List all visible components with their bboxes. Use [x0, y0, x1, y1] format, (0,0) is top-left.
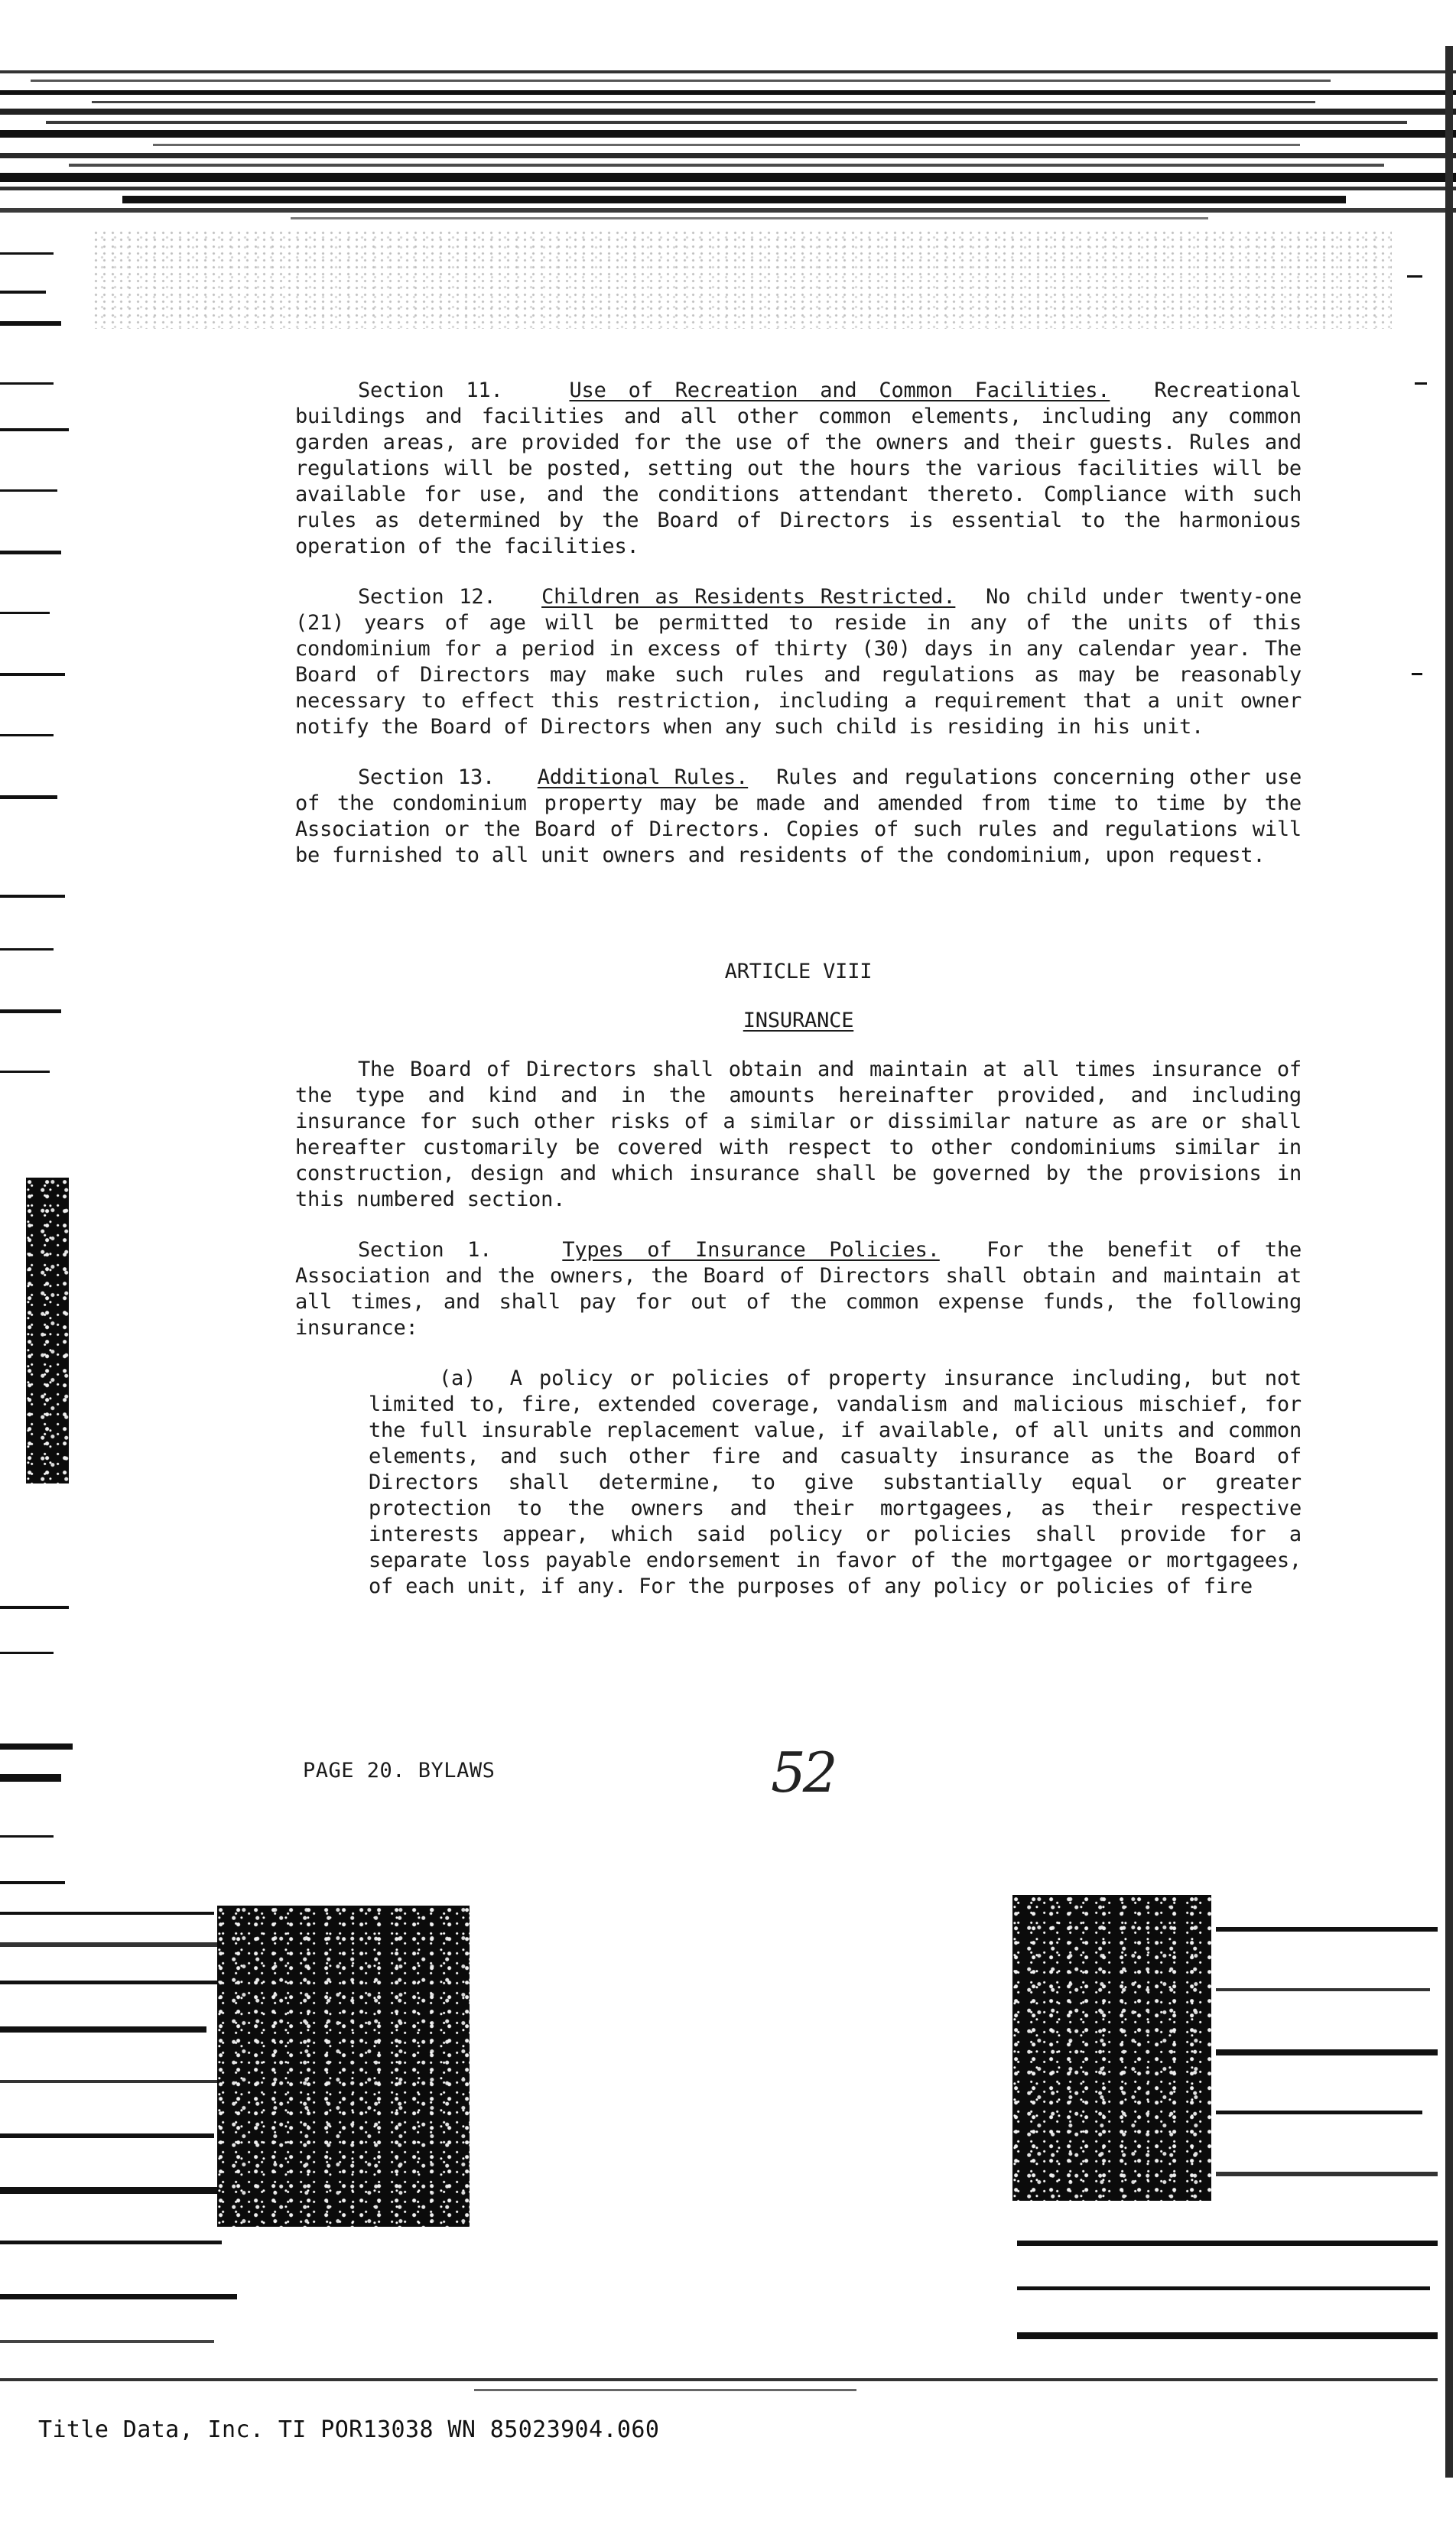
article-section-1-title: Types of Insurance Policies.	[562, 1238, 940, 1262]
margin-mark	[0, 1606, 69, 1609]
margin-mark	[0, 428, 69, 431]
scan-streak	[0, 2294, 237, 2299]
section-11-heading: Section 11.	[358, 379, 503, 402]
scan-speckle	[92, 229, 1392, 329]
scan-streak	[1017, 2332, 1438, 2339]
margin-mark	[1412, 673, 1422, 675]
scan-streak	[0, 2026, 206, 2033]
section-11	[295, 378, 1302, 560]
section-13-title: Additional Rules.	[537, 765, 749, 789]
recording-reference: Title Data, Inc. TI POR13038 WN 85023904.060	[38, 2416, 660, 2443]
right-edge-strip	[1445, 46, 1453, 2478]
scan-streak	[122, 196, 1346, 203]
bylaws-body	[295, 378, 1302, 1624]
margin-mark	[0, 673, 65, 676]
scan-streak	[0, 1942, 229, 1947]
scan-streak	[1216, 2049, 1438, 2055]
margin-mark	[0, 1835, 54, 1838]
scan-streak	[0, 109, 1456, 115]
scan-streak	[0, 2241, 222, 2244]
scan-streak	[69, 164, 1384, 167]
margin-mark	[0, 382, 54, 385]
scan-streak	[1017, 2286, 1430, 2290]
margin-mark	[0, 1071, 50, 1073]
margin-mark	[0, 252, 54, 255]
scan-streak	[46, 121, 1407, 124]
margin-mark	[1407, 275, 1422, 278]
scan-streak	[1216, 1988, 1430, 1991]
article-section-1	[295, 1237, 1302, 1341]
item-a-marker: (a)	[439, 1366, 476, 1390]
handwritten-page-number: 52	[771, 1740, 835, 1805]
dark-scan-block-left	[217, 1906, 470, 2227]
section-13-text: Rules and regulations concerning other use of the condominium property may be made and amended from time to time by the Association or the Board of Directors. Copies of such rules and regulations will be furnished to all unit owners and residents of the condominium, upon request.	[295, 765, 1302, 867]
scan-streak	[0, 70, 1456, 73]
scan-streak	[0, 208, 1456, 213]
section-13-heading: Section 13.	[358, 765, 496, 789]
article-section-1-heading: Section 1.	[358, 1238, 492, 1262]
margin-mark	[0, 1743, 73, 1750]
scan-streak	[0, 130, 1456, 138]
margin-mark	[0, 1009, 61, 1013]
scan-streak	[0, 1981, 222, 1984]
page-footer-label: PAGE 20. BYLAWS	[303, 1759, 496, 1782]
scan-streak	[0, 2340, 214, 2343]
spacer	[295, 893, 1302, 959]
scan-streak	[92, 101, 1315, 103]
scan-streak	[31, 80, 1331, 82]
margin-mark	[0, 1774, 61, 1782]
scan-streak	[1216, 1927, 1438, 1932]
article-intro: The Board of Directors shall obtain and maintain at all times insurance of the type and kind and in the amounts hereinafter provided, and including insurance for such other risks of a similar or dissimilar nature as are or shall hereafter customarily be covered with respect to other condominiums similar in construction, design and which insurance shall be governed by the provisions in this numbered section.	[295, 1058, 1302, 1211]
scan-streak	[0, 90, 1456, 95]
scan-streak	[0, 173, 1456, 182]
scan-streak	[0, 2378, 1438, 2381]
margin-mark	[1415, 382, 1427, 385]
margin-mark	[0, 795, 57, 799]
scan-streak	[0, 1912, 214, 1915]
section-12	[295, 584, 1302, 740]
scan-streak	[0, 153, 1456, 158]
margin-mark	[0, 612, 50, 614]
margin-mark	[0, 291, 46, 294]
scan-streak	[291, 217, 1208, 219]
article-title-text: INSURANCE	[743, 1009, 854, 1032]
scan-streak	[0, 2133, 214, 2138]
section-12-title: Children as Residents Restricted.	[541, 585, 956, 609]
scan-streak	[153, 144, 1300, 146]
margin-dark-strip	[26, 1178, 69, 1483]
article-title	[295, 1008, 1302, 1034]
section-13	[295, 765, 1302, 869]
scan-streak	[0, 2187, 229, 2194]
article-number: ARTICLE VIII	[724, 960, 873, 983]
scan-streak	[0, 2080, 237, 2083]
margin-mark	[0, 1652, 54, 1654]
margin-mark	[0, 1881, 65, 1884]
section-12-text: No child under twenty-one (21) years of age will be permitted to reside in any of the units of this condominium for a period in excess of thirty (30) days in any calendar year. The Board of Directors may make such rules and regulations as may be reasonably necessary to effect this restriction, including a requirement that a unit owner notify the Board of Directors when any such child is residing in his unit.	[295, 585, 1302, 739]
margin-mark	[0, 321, 61, 326]
scan-streak	[1216, 2172, 1438, 2176]
section-11-title: Use of Recreation and Common Facilities.	[569, 379, 1110, 402]
margin-mark	[0, 948, 54, 951]
margin-mark	[0, 734, 54, 736]
scan-streak	[1017, 2241, 1438, 2246]
scan-streak	[1216, 2111, 1422, 2114]
scan-streak	[0, 187, 1456, 190]
item-a-text: A policy or policies of property insurance including, but not limited to, fire, extended coverage, vandalism and malicious mischief, for the full insurable replacement value, if available, of all units and common elements, and such other fire and casualty insurance as the Board of Directors shall determine, to give substantially equal or greater protection to the owners and their mortgagees, as their respective interests appear, which said policy or policies shall provide for a separate loss payable endorsement in favor of the mortgagee or mortgagees, of each unit, if any. For the purposes of any policy or policies of fire	[369, 1366, 1302, 1598]
dark-scan-block-right	[1012, 1895, 1211, 2201]
section-11-text: Recreational buildings and facilities and all other common elements, including any common garden areas, are provided for the use of the owners and their guests. Rules and regulations will be posted, setting out the hours the various facilities will be available for use, and the conditions attendant thereto. Compliance with such rules as determined by the Board of Directors is essential to the harmonious operation of the facilities.	[295, 379, 1302, 558]
margin-mark	[0, 895, 65, 898]
margin-mark	[0, 489, 57, 492]
section-12-heading: Section 12.	[358, 585, 496, 609]
scan-streak	[474, 2389, 856, 2391]
article-section-1-text: For the benefit of the Association and the owners, the Board of Directors shall obtain and maintain at all times, and shall pay for out of the common expense funds, the following insurance:	[295, 1238, 1302, 1340]
item-a	[369, 1366, 1302, 1600]
margin-mark	[0, 551, 61, 554]
